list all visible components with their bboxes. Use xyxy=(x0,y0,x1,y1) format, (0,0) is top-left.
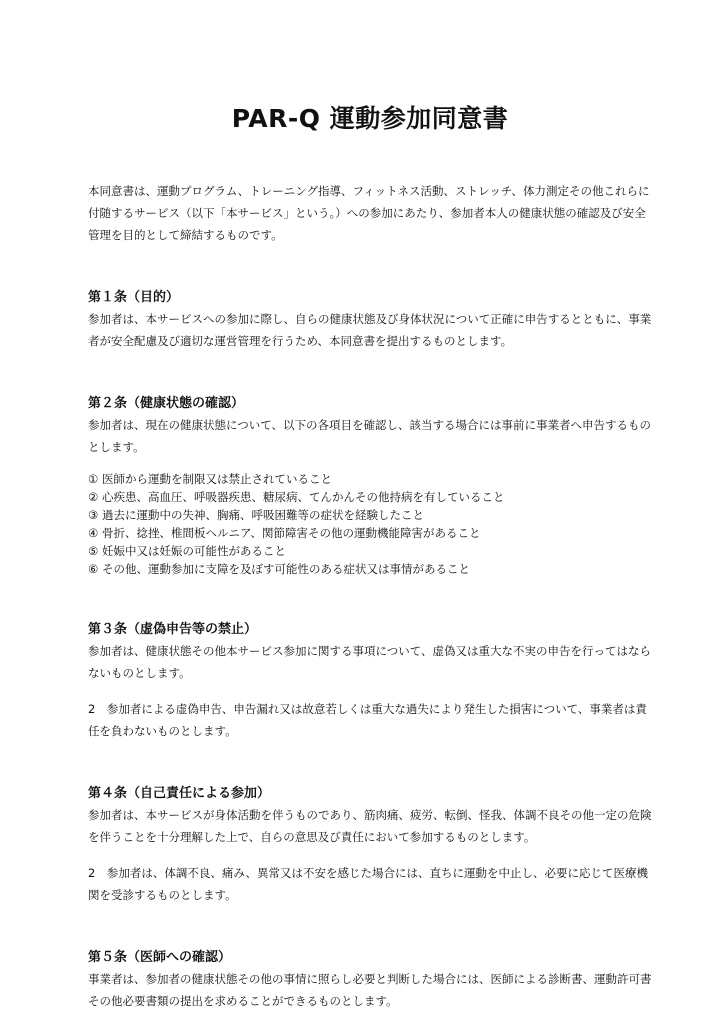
article-heading: 第５条（医師への確認） xyxy=(88,950,232,965)
article-3 xyxy=(88,620,652,742)
article-paragraph: 2 参加者による虚偽申告、申告漏れ又は故意若しくは重大な過失により発生した損害について、事業者は責任を負わないものとします。 xyxy=(88,702,647,738)
article-1 xyxy=(88,288,652,352)
list-item: ③ 過去に運動中の失神、胸痛、呼吸困難等の症状を経験したこと xyxy=(88,508,424,522)
article-heading: 第２条（健康状態の確認） xyxy=(88,396,245,411)
article-paragraph: 2 参加者は、体調不良、痛み、異常又は不安を感じた場合には、直ちに運動を中止し、必要に応じて医療機関を受診するものとします。 xyxy=(88,866,649,902)
article-paragraph: 参加者は、健康状態その他本サービス参加に関する事項について、虚偽又は重大な不実の申告を行ってはならないものとします。 xyxy=(88,644,652,680)
article-paragraph: 事業者は、参加者の健康状態その他の事情に照らし必要と判断した場合には、医師による診断書、運動許可書その他必要書類の提出を求めることができるものとします。 xyxy=(88,972,652,1008)
article-paragraph: 参加者は、本サービスが身体活動を伴うものであり、筋肉痛、疲労、転倒、怪我、体調不良その他一定の危険を伴うことを十分理解した上で、自らの意思及び責任において参加するものとします。 xyxy=(88,808,652,844)
article-heading: 第４条（自己責任による参加） xyxy=(88,786,271,801)
article-paragraph: 参加者は、本サービスへの参加に際し、自らの健康状態及び身体状況について正確に申告するとともに、事業者が安全配慮及び適切な運営管理を行うため、本同意書を提出するものとします。 xyxy=(88,312,652,348)
list-item: ⑤ 妊娠中又は妊娠の可能性があること xyxy=(88,544,286,558)
document-title: PAR-Q 運動参加同意書 xyxy=(231,104,509,133)
article-5 xyxy=(88,948,652,1012)
health-check-list xyxy=(88,470,652,578)
article-paragraph: 参加者は、現在の健康状態について、以下の各項目を確認し、該当する場合には事前に事業者へ申告するものとします。 xyxy=(88,418,652,454)
document-intro: 本同意書は、運動プログラム、トレーニング指導、フィットネス活動、ストレッチ、体力測定その他これらに付随するサービス（以下「本サービス」という。）への参加にあたり、参加者本人の健康状態の確認及び安全管理を目的として締結するものです。 xyxy=(88,184,650,242)
list-item: ⑥ その他、運動参加に支障を及ぼす可能性のある症状又は事情があること xyxy=(88,562,470,576)
article-4 xyxy=(88,784,652,906)
list-item: ① 医師から運動を制限又は禁止されていること xyxy=(88,472,332,486)
list-item: ② 心疾患、高血圧、呼吸器疾患、糖尿病、てんかんその他持病を有していること xyxy=(88,490,505,504)
article-heading: 第１条（目的） xyxy=(88,290,180,305)
list-item: ④ 骨折、捻挫、椎間板ヘルニア、関節障害その他の運動機能障害があること xyxy=(88,526,481,540)
article-2 xyxy=(88,394,652,578)
article-heading: 第３条（虚偽申告等の禁止） xyxy=(88,622,258,637)
